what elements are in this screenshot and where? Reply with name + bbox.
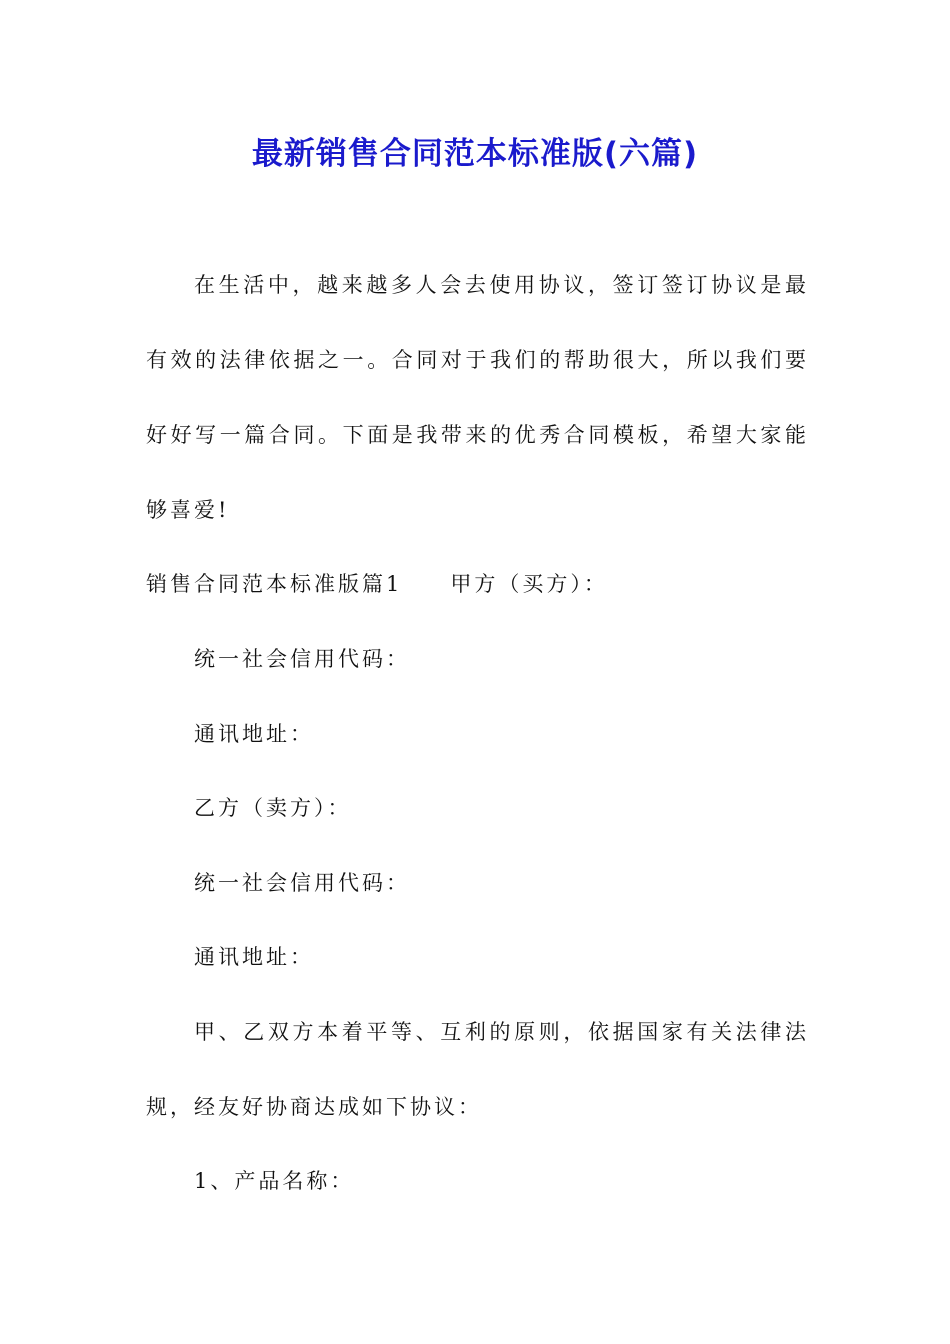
item-1-product-name: 1、产品名称： <box>194 1169 355 1193</box>
intro-line-1: 在生活中，越来越多人会去使用协议，签订签订协议是最 <box>194 273 806 297</box>
party-b-label: 乙方（卖方）： <box>194 796 352 820</box>
section-heading-row <box>146 569 806 599</box>
intro-line-4: 够喜爱! <box>146 498 230 522</box>
party-b-address: 通讯地址： <box>194 945 314 969</box>
agreement-line-2: 规，经友好协商达成如下协议： <box>146 1095 482 1119</box>
document-title: 最新销售合同范本标准版(六篇) <box>251 136 699 172</box>
party-a-address: 通讯地址： <box>194 722 314 746</box>
intro-line-2: 有效的法律依据之一。合同对于我们的帮助很大，所以我们要 <box>146 348 806 372</box>
party-b-credit-code: 统一社会信用代码： <box>194 871 410 895</box>
agreement-line-1: 甲、乙双方本着平等、互利的原则，依据国家有关法律法 <box>194 1020 806 1044</box>
party-a-credit-code: 统一社会信用代码： <box>194 647 410 671</box>
intro-line-3: 好好写一篇合同。下面是我带来的优秀合同模板，希望大家能 <box>146 423 806 447</box>
section-heading: 销售合同范本标准版篇1 <box>146 572 403 596</box>
party-a-label: 甲方（买方）： <box>450 572 608 596</box>
